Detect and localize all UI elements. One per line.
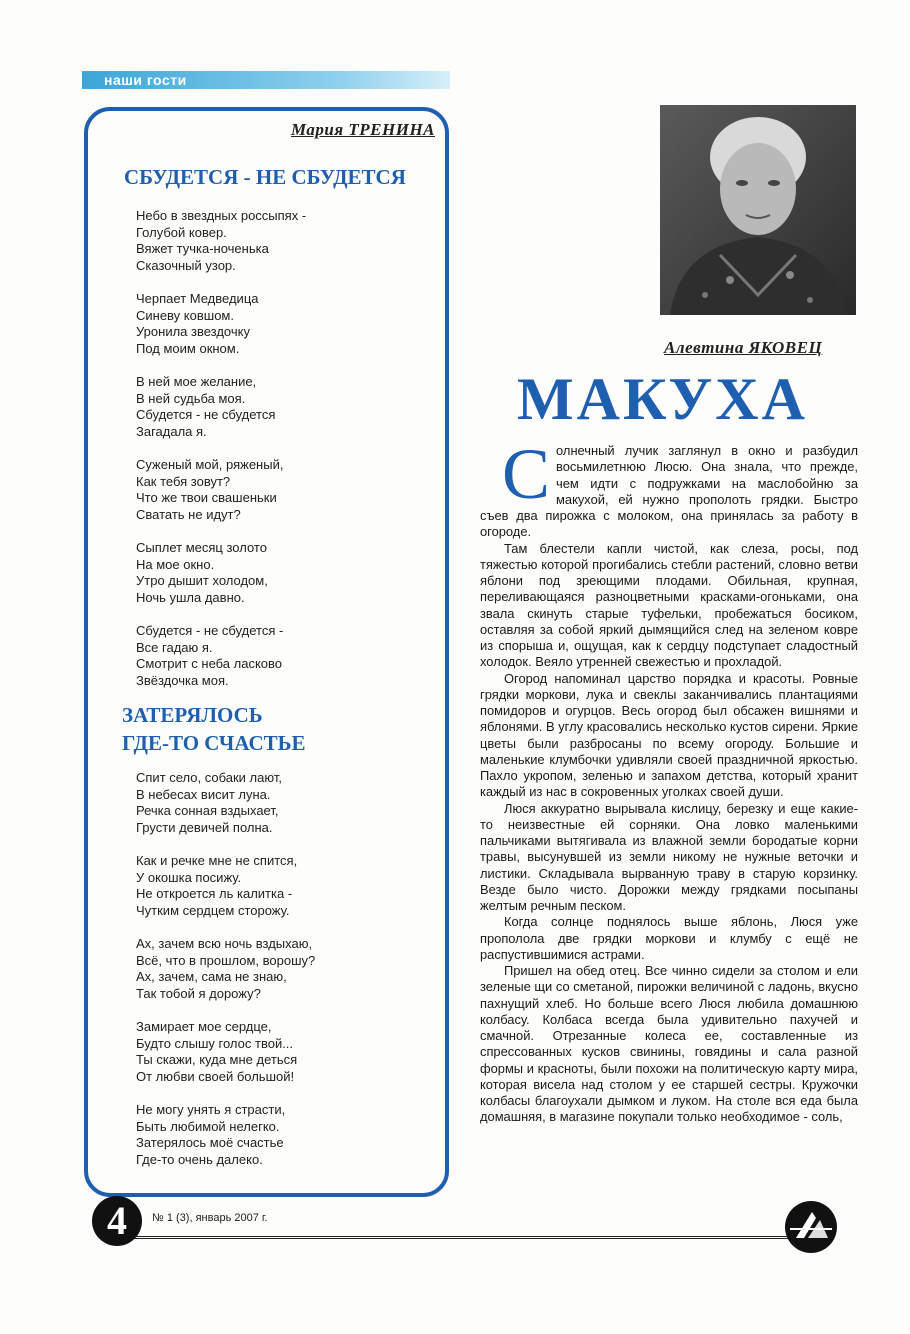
stanza (136, 540, 436, 606)
author-photo (660, 105, 856, 315)
poem-line: Речка сонная вздыхает, (136, 803, 279, 818)
poem-line: От любви своей большой! (136, 1068, 295, 1084)
drop-cap: С (502, 434, 551, 514)
poem-line: Замирает мое сердце, (136, 1019, 272, 1034)
poem-line: Уронила звездочку (136, 324, 250, 339)
poem-line: Грусти девичей полна. (136, 819, 273, 835)
poem-line: Не откроется ль калитка - (136, 886, 293, 901)
poem-line: Ах, зачем всю ночь вздыхаю, (136, 936, 313, 951)
poem-title-2 (122, 701, 306, 757)
article-paragraph: Когда солнце поднялось выше яблонь, Люся уже прополола две грядки моркови и клумбу с ещё не распустившимися астрами. (480, 914, 858, 962)
stanza (136, 208, 436, 274)
footer-rule (100, 1236, 812, 1239)
stanza (136, 457, 436, 523)
article-paragraph (480, 434, 858, 541)
page-number: 4 (92, 1196, 142, 1246)
poem-title-2-line2: ГДЕ-ТО СЧАСТЬЕ (122, 731, 306, 755)
poem-line: Сыплет месяц золото (136, 540, 267, 555)
poem-line: В небесах висит луна. (136, 786, 271, 802)
poem-line: Смотрит с неба ласково (136, 656, 283, 671)
poem-line: Не могу унять я страсти, (136, 1102, 286, 1117)
poem-line: Все гадаю я. (136, 639, 213, 655)
poem-line: Затерялось моё счастье (136, 1135, 284, 1150)
poem-line: Сбудется - не сбудется - (136, 623, 284, 638)
stanza (136, 770, 436, 836)
poem-line: Сбудется - не сбудется (136, 407, 276, 422)
poem-line: Как и речке мне не спится, (136, 853, 298, 868)
stanza (136, 1102, 436, 1168)
poem-line: На мое окно. (136, 556, 215, 572)
poem-line: Сватать не идут? (136, 506, 241, 522)
poem-line: Голубой ковер. (136, 224, 227, 240)
stanza (136, 936, 436, 1002)
poem-line: Сказочный узор. (136, 257, 236, 273)
stanza (136, 853, 436, 919)
poem-1 (136, 208, 436, 706)
article-title: МАКУХА (517, 366, 808, 432)
stanza (136, 374, 436, 440)
section-header (82, 71, 450, 89)
poem-line: Так тобой я дорожу? (136, 985, 261, 1001)
article-paragraph: Там блестели капли чистой, как слеза, росы, под тяжестью которой прогибались стебли растений, словно ветви яблони под зреющими плодами. Обильная, крупная, переливающаяся разноцветными красками-огоньками, она звала скинуть старые туфельки, пробежаться босиком, оставляя за собой яркий дымящийся след на зеленом ковре из спорыша и, ощущая, как к сердцу подступает сладостный холодок. Веяло утренней свежестью и прохладой. (480, 540, 858, 670)
poem-line: У окошка посижу. (136, 869, 242, 885)
poem-title-1: СБУДЕТСЯ - НЕ СБУДЕТСЯ (124, 165, 406, 189)
poem-line: Звёздочка моя. (136, 672, 229, 688)
poem-2 (136, 770, 436, 1185)
poem-line: Суженый мой, ряженый, (136, 457, 284, 472)
section-label: наши гости (104, 72, 187, 88)
poem-line: Ночь ушла давно. (136, 589, 245, 605)
poem-line: В ней мое желание, (136, 374, 257, 389)
poem-title-2-line1: ЗАТЕРЯЛОСЬ (122, 703, 263, 727)
poet-name: Мария ТРЕНИНА (291, 120, 435, 139)
article-author: Алевтина ЯКОВЕЦ (664, 338, 823, 357)
issue-info: № 1 (3), январь 2007 г. (152, 1212, 268, 1224)
poem-line: Под моим окном. (136, 340, 240, 356)
poem-line: Как тебя зовут? (136, 473, 231, 489)
article-body (480, 434, 858, 1126)
poems-frame (84, 107, 449, 1197)
poem-line: Ах, зачем, сама не знаю, (136, 969, 287, 984)
poem-line: Чутким сердцем сторожу. (136, 902, 290, 918)
poem-line: Где-то очень далеко. (136, 1151, 263, 1167)
stanza (136, 291, 436, 357)
poem-line: Черпает Медведица (136, 291, 259, 306)
poem-line: В ней судьба моя. (136, 390, 246, 406)
poem-line: Вяжет тучка-ноченька (136, 241, 269, 256)
article-paragraph: Пришел на обед отец. Все чинно сидели за столом и ели зеленые щи со сметаной, пирожки величиной с ладонь, вкусно пахнущий хлеб. Но больше всего Люся любила домашнюю колбасу. Колбаса всегда была удивительно пахучей и смачной. Отрезанные колеса ее, составленные из спрессованных кусков свинины, говядины и сала разной формы и красноты, были похожи на политическую карту мира, которая висела над столом у ее старшей сестры. Кружочки колбасы благоухали дымком и луком. На столе вся еда была домашняя, в магазине покупали только необходимое - соль, (480, 963, 858, 1125)
poem-line: Ты скажи, куда мне деться (136, 1052, 298, 1067)
poem-line: Утро дышит холодом, (136, 573, 268, 588)
poem-line: Всё, что в прошлом, ворошу? (136, 952, 316, 968)
poem-line: Будто слышу голос твой... (136, 1035, 294, 1051)
poem-line: Быть любимой нелегко. (136, 1118, 280, 1134)
poem-line: Синеву ковшом. (136, 307, 234, 323)
poem-line: Спит село, собаки лают, (136, 770, 282, 785)
paragraph-text: олнечный лучик заглянул в окно и разбудил восьмилетнюю Люсю. Она знала, что прежде, чем идти с подружками на маслобойню за макухой, ей нужно прополоть грядки. Быстро съев два пирожка с молоком, она принялась за работу в огороде. (480, 443, 858, 540)
stanza (136, 1019, 436, 1085)
poem-line: Небо в звездных россыпях - (136, 208, 307, 223)
article-paragraph: Люся аккуратно вырывала кислицу, березку и еще какие-то неизвестные ей сорняки. Она ловко маленькими пальчиками вытягивала из влажной земли бородатые корни травы, высунувшей из земли никому не нужные веточки и листики. Складывала вырванную траву в старую корзинку. Везде было чисто. Дорожки между грядками посыпаны желтым речным песком. (480, 800, 858, 913)
article-paragraph: Огород напоминал царство порядка и красоты. Ровные грядки моркови, лука и свеклы заканчивались плантациями помидоров и огурцов. Весь огород был обсажен вишнями и яблонями. В углу красовались несколько кустов сирени. Яркие цветы были разбросаны по всему огороду. Большие и маленькие клумбочки удивляли своей праздничной яркостью. Пахло укропом, зеленью и запахом детства, который хранит каждый из нас в сокровенных уголках своей души. (480, 670, 858, 800)
stanza (136, 623, 436, 689)
poem-line: Загадала я. (136, 423, 207, 439)
poem-line: Что же твои свашеньки (136, 490, 277, 505)
magazine-logo-icon (784, 1200, 838, 1254)
portrait-image (660, 105, 856, 315)
